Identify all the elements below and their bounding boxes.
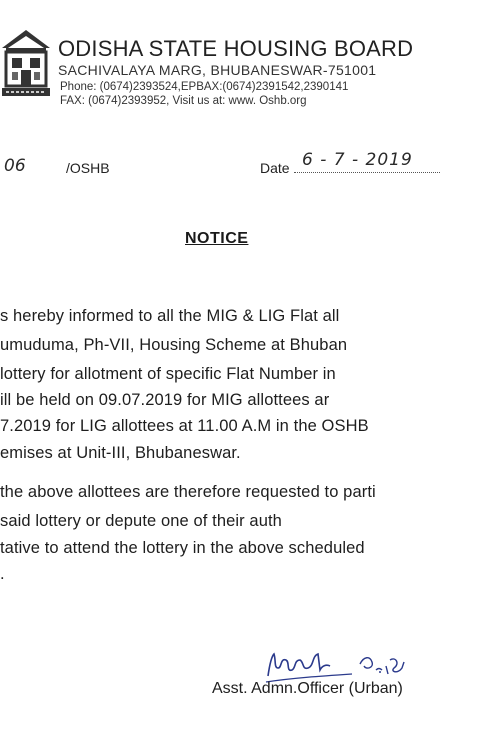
notice-title: NOTICE — [185, 230, 249, 247]
body-line: tative to attend the lottery in the above scheduled — [0, 539, 365, 557]
date-dotted-line — [294, 172, 440, 173]
date-label: Date — [260, 160, 290, 176]
oshb-logo — [0, 26, 52, 108]
body-line: 7.2019 for LIG allottees at 11.00 A.M in the OSHB — [0, 417, 369, 435]
reference-suffix: /OSHB — [66, 160, 110, 176]
org-phone-line: Phone: (0674)2393524,EPBAX:(0674)2391542,2390141 — [60, 81, 349, 93]
officer-designation: Asst. Admn.Officer (Urban) — [212, 680, 403, 697]
body-line: emises at Unit-III, Bhubaneswar. — [0, 444, 241, 462]
org-fax-line: FAX: (0674)2393952, Visit us at: www. Oshb.org — [60, 95, 307, 107]
date-value: 6 - 7 - 2019 — [302, 150, 413, 170]
body-line: ill be held on 09.07.2019 for MIG allottees ar — [0, 391, 330, 409]
body-line: said lottery or depute one of their auth — [0, 512, 282, 530]
org-name: ODISHA STATE HOUSING BOARD — [58, 36, 414, 61]
body-line-period: . — [0, 565, 5, 583]
body-line: lottery for allotment of specific Flat Number in — [0, 365, 336, 383]
org-address: SACHIVALAYA MARG, BHUBANESWAR-751001 — [58, 62, 377, 78]
body-line: the above allottees are therefore requested to parti — [0, 483, 376, 501]
reference-number: 06 — [4, 156, 26, 176]
body-line: umuduma, Ph-VII, Housing Scheme at Bhuban — [0, 336, 348, 354]
body-line: s hereby informed to all the MIG & LIG Flat all — [0, 307, 340, 325]
